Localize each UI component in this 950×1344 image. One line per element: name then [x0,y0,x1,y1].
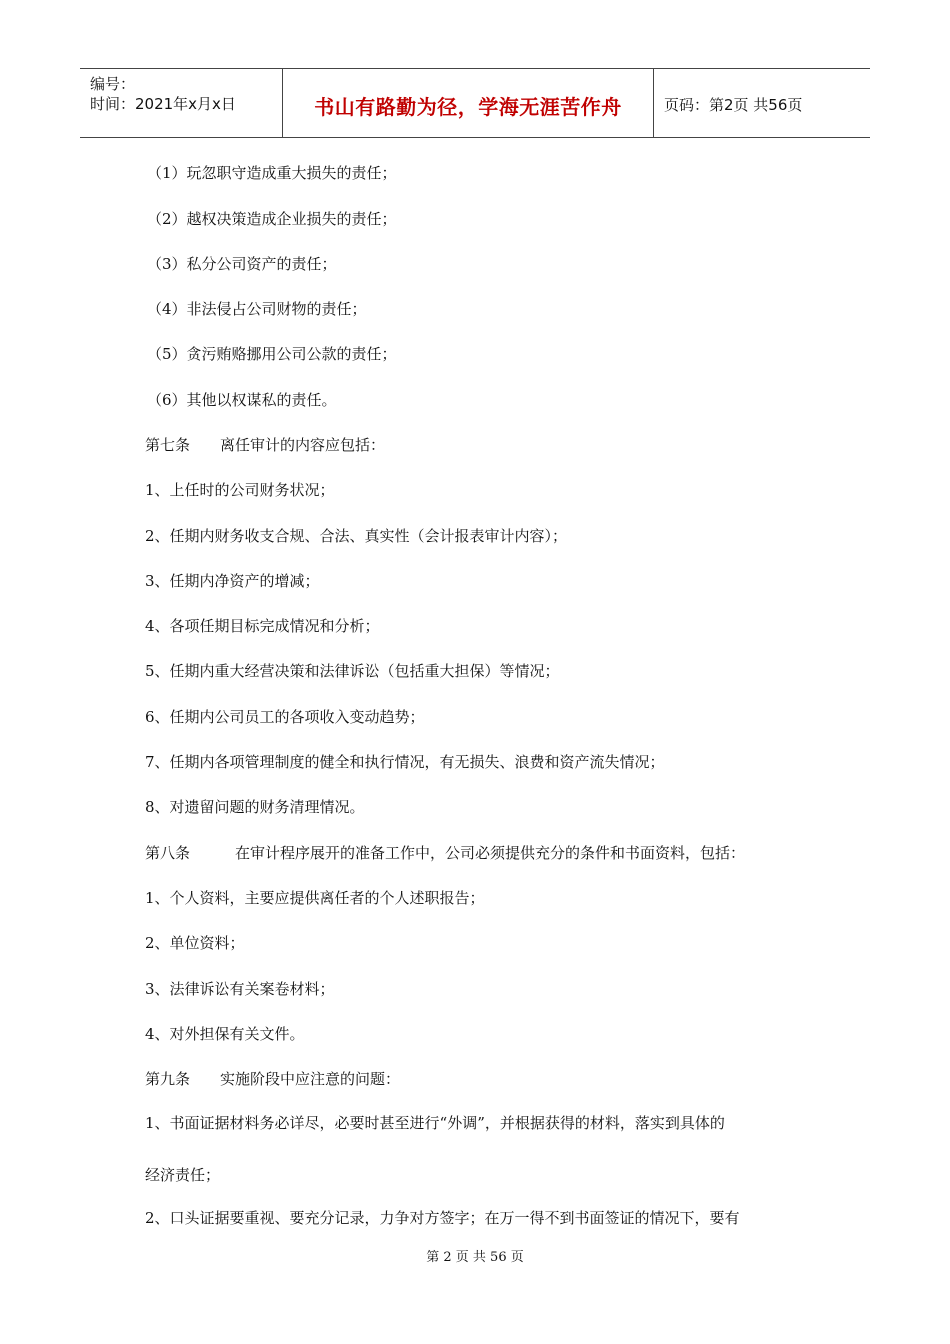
body-line: 7、任期内各项管理制度的健全和执行情况，有无损失、浪费和资产流失情况； [145,753,665,771]
body-line: （3）私分公司资产的责任； [147,255,337,273]
body-line: （2）越权决策造成企业损失的责任； [147,210,397,228]
header-meta-cell [80,69,283,137]
body-line: 4、对外担保有关文件。 [145,1025,305,1043]
document-number-label: 编号： [90,75,136,93]
body-line: 3、法律诉讼有关案卷材料； [145,980,335,998]
header-page-cell [654,69,870,137]
header-page-info: 页码：第2页 共56页 [664,96,803,114]
body-line: 1、上任时的公司财务状况； [145,481,335,499]
article-heading: 第九条 实施阶段中应注意的问题： [145,1070,401,1088]
body-line: 1、个人资料，主要应提供离任者的个人述职报告； [145,889,485,907]
body-line: 4、各项任期目标完成情况和分析； [145,617,380,635]
body-line: （6）其他以权谋私的责任。 [147,391,337,409]
article-heading: 第七条 离任审计的内容应包括： [145,436,386,454]
body-line: 5、任期内重大经营决策和法律诉讼（包括重大担保）等情况； [145,662,560,680]
document-time-label: 时间：2021年x月x日 [90,95,236,113]
body-line: （4）非法侵占公司财物的责任； [147,300,367,318]
document-header [80,68,870,138]
header-motto: 书山有路勤为径，学海无涯苦作舟 [314,95,622,119]
body-line: （5）贪污贿赂挪用公司公款的责任； [147,345,397,363]
body-line: （1）玩忽职守造成重大损失的责任； [147,164,397,182]
body-line: 8、对遗留问题的财务清理情况。 [145,798,365,816]
body-line: 3、任期内净资产的增减； [145,572,320,590]
body-line: 6、任期内公司员工的各项收入变动趋势； [145,708,425,726]
page-footer: 第 2 页 共 56 页 [426,1250,524,1265]
article-heading: 第八条 在审计程序展开的准备工作中，公司必须提供充分的条件和书面资料，包括： [145,844,746,862]
header-motto-cell [283,69,654,137]
body-line: 2、任期内财务收支合规、合法、真实性（会计报表审计内容）； [145,527,568,545]
body-line: 经济责任； [145,1166,221,1184]
body-line: 2、单位资料； [145,934,245,952]
body-line: 1、书面证据材料务必详尽，必要时甚至进行“外调”，并根据获得的材料，落实到具体的 [145,1114,725,1132]
body-line: 2、口头证据要重视、要充分记录，力争对方签字；在万一得不到书面签证的情况下，要有 [145,1209,740,1227]
